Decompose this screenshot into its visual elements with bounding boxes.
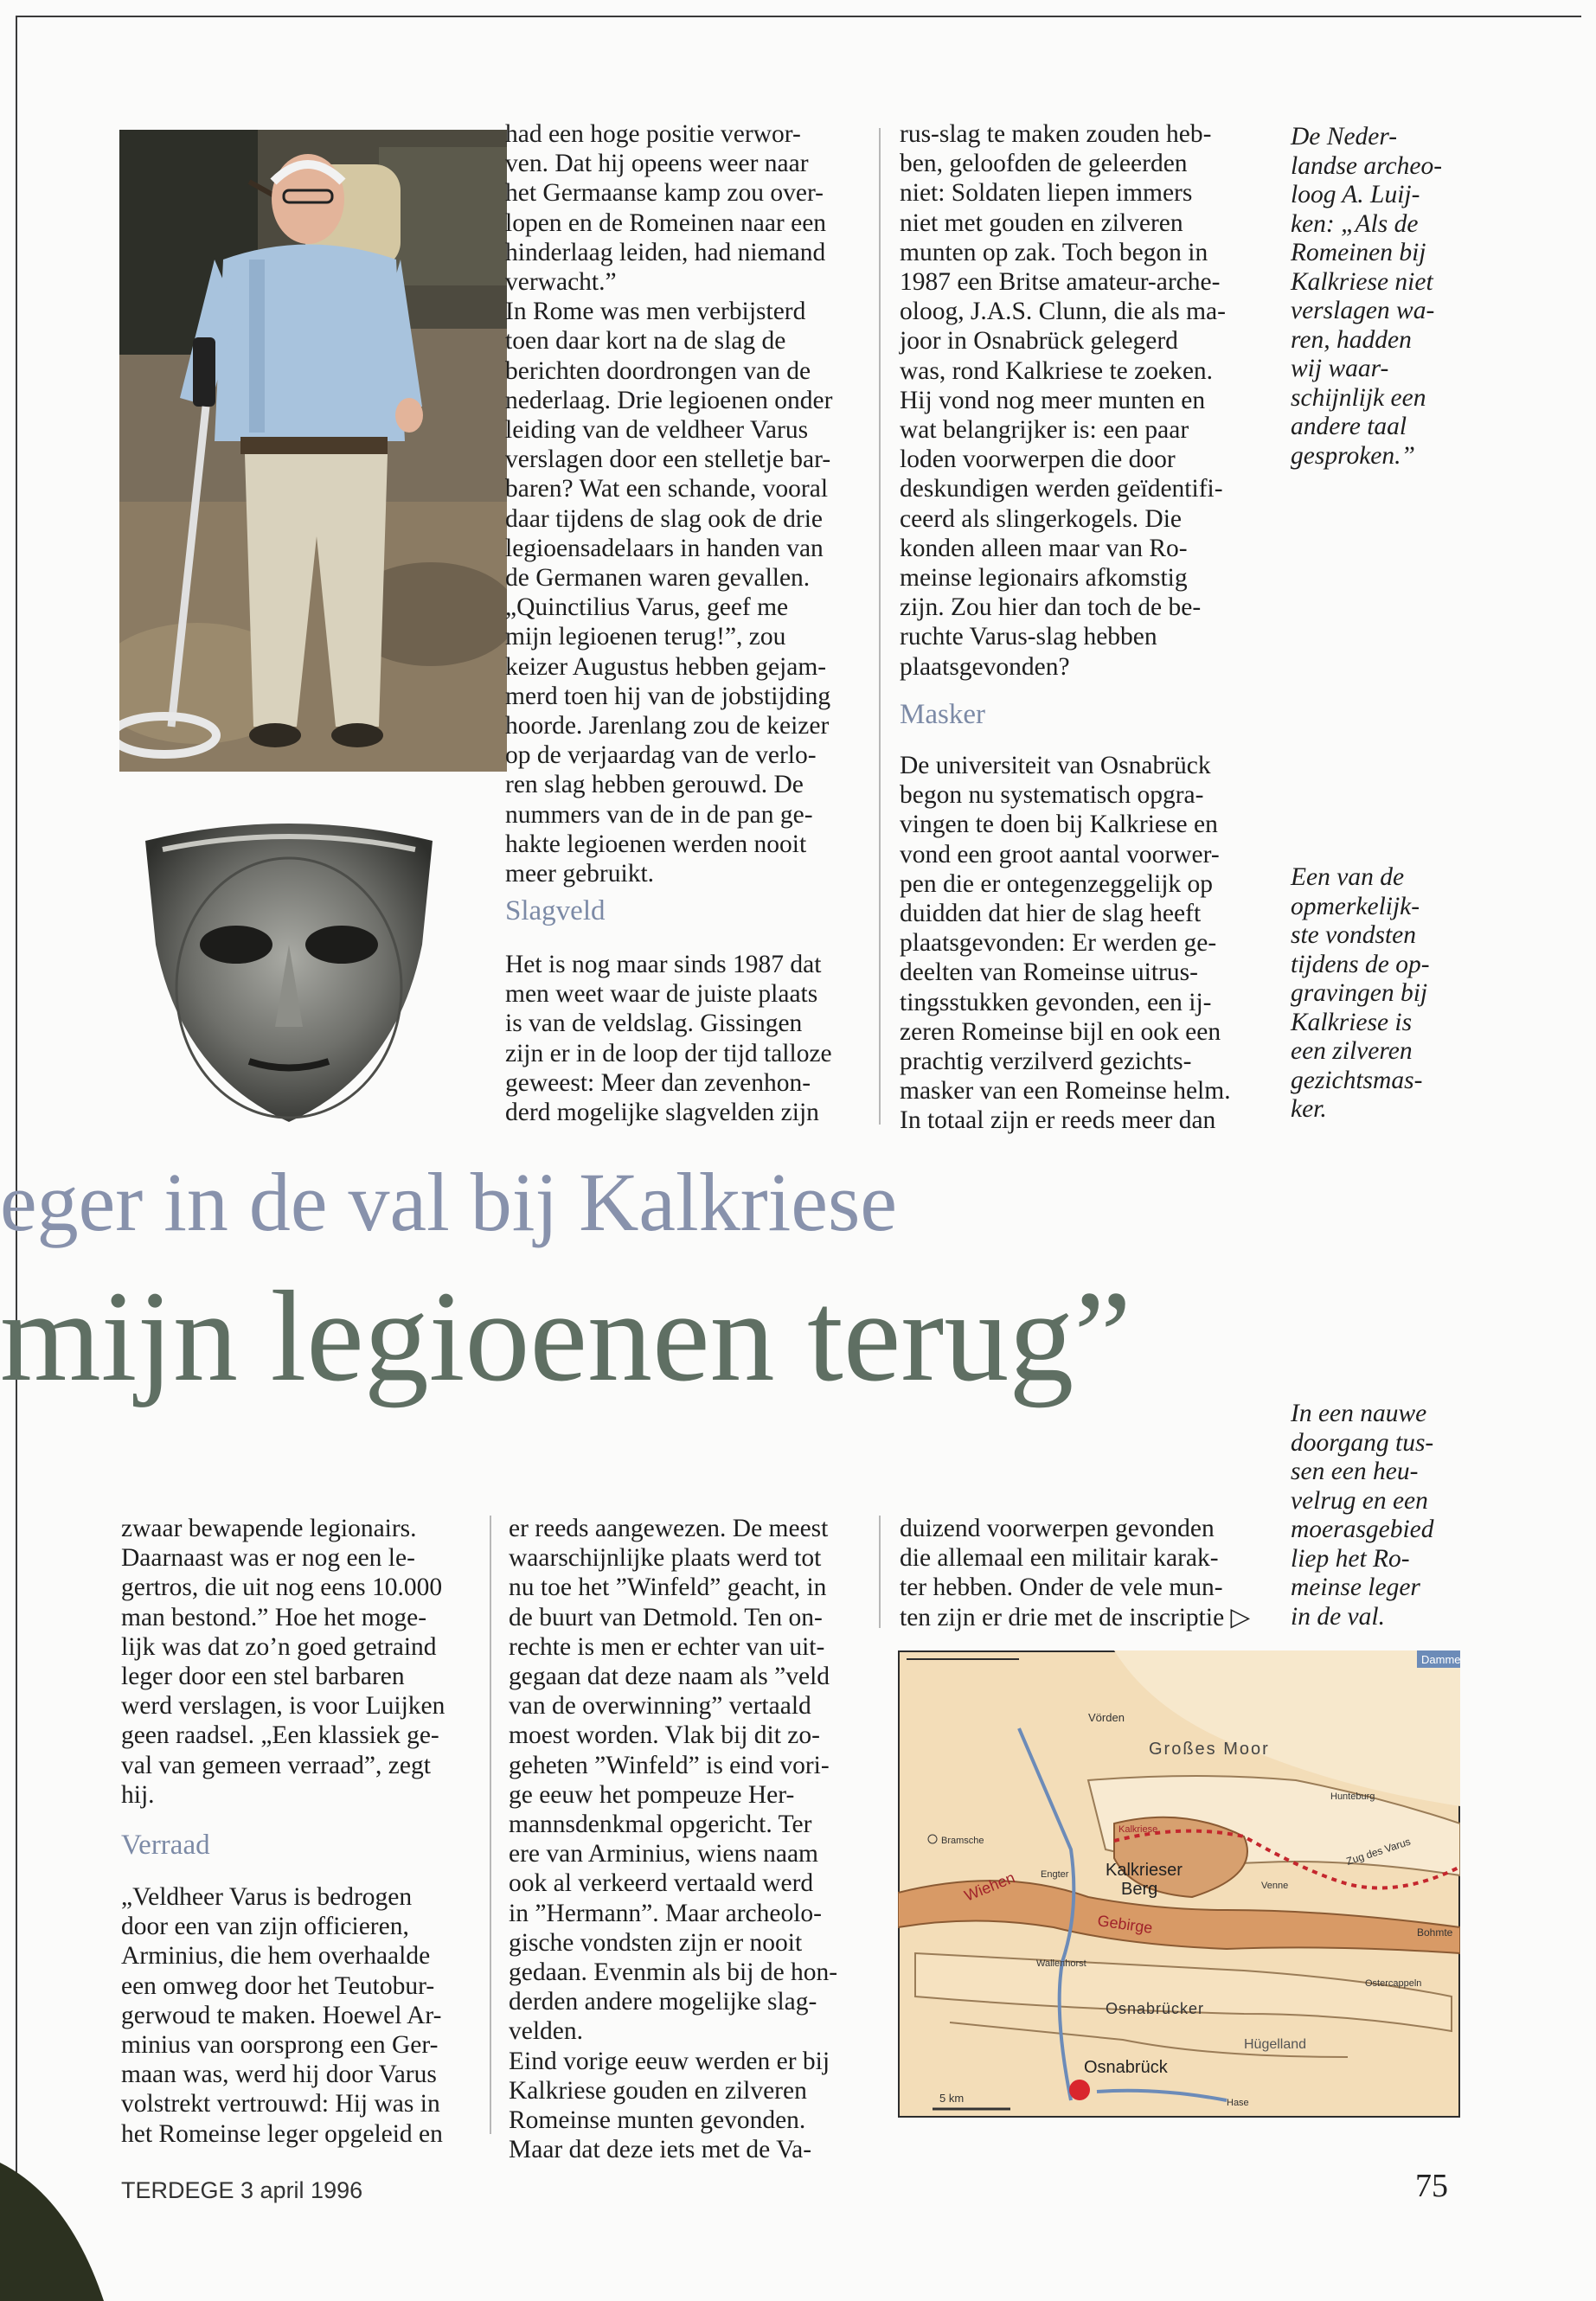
map-label-gebirge: Gebirge	[1096, 1912, 1154, 1937]
article-column-2-top: rus-slag te maken zouden heb- ben, geloofden de geleerden niet: Soldaten liepen immers niet met gouden en zilveren munten op zak. Toch begon in 1987 een Britse amateur-arche- oloog, J.A.S. Clunn, die als ma- joor in Osnabrück gelegerd was, rond Kalkriese te zoeken. Hij vond nog meer munten en wat belangrijker is: een paar loden voorwerpen die door deskundigen werden geïdentifi- ceerd als slingerkogels. Die konden alleen maar van Ro- meinse legionairs afkomstig zijn. Zou hier dan toch de be- ruchte Varus-slag hebben plaatsgevonden?	[900, 120, 1226, 681]
column-rule	[490, 1516, 491, 2134]
subheading-verraad: Verraad	[121, 1830, 210, 1861]
article-column-b2: er reeds aangewezen. De meest waarschijnlijke plaats werd tot nu toe het ”Winfeld” geacht, in de buurt van Detmold. Ten on- rechte is men er echter van uit- gegaan dat deze naam als ”veld van de overwinning” vertaald moest worden. Vlak bij dit zo- geheten ”Winfeld” is eind vori- ge eeuw het pompeuze Her- mannsdenkmal opgericht. Ter ere van Arminius, wiens naam ook al verkeerd vertaald werd in ”Hermann”. Maar archeolo- gische vondsten zijn er nooit gedaan. Evenmin als bij de hon- derden andere mogelijke slag- velden. Eind vorige eeuw werden er bij Kalkriese gouden en zilveren Romeinse munten gevonden. Maar dat deze iets met de Va-	[509, 1515, 838, 2164]
map-label-grosses-moor: Großes Moor	[1149, 1740, 1270, 1759]
pull-quote-luijken: De Neder- landse archeo- loog A. Luij- ken: „Als de Romeinen bij Kalkriese niet verslagen wa- ren, hadden wij waar- schijnlijk een andere taal gesproken.”	[1291, 123, 1443, 470]
corner-decoration	[0, 2093, 138, 2301]
pull-quote-map: In een nauwe doorgang tus- sen een heu- velrug en een moerasgebied liep het Ro- meinse leger in de val.	[1291, 1400, 1434, 1631]
subheading-masker: Masker	[900, 699, 985, 730]
roman-face-mask-image	[137, 815, 441, 1126]
article-column-1-top: had een hoge positie verwor- ven. Dat hij opeens weer naar het Germaanse kamp zou over- lopen en de Romeinen naar een hinderlaag leiden, had niemand verwacht.” In Rome was men verbijsterd toen daar kort na de slag de berichten doordrongen van de nederlaag. Drie legioenen onder leiding van de veldheer Varus verslagen door een stelletje bar- baren? Wat een schande, vooral daar tijdens de slag ook de drie legioensadelaars in handen van de Germanen waren gevallen. „Quinctilius Varus, geef me mijn legioenen terug!”, zou keizer Augustus hebben gejam- merd toen hij van de jobstijding hoorde. Jarenlang zou de keizer op de verjaardag van de verlo- ren slag hebben gerouwd. De nummers van de in de pan ge- hakte legioenen werden nooit meer gebruikt.	[505, 120, 833, 888]
subheading-slagveld: Slagveld	[505, 895, 606, 926]
kalkriese-map	[898, 1650, 1460, 2118]
footer-publication: TERDEGE 3 april 1996	[121, 2177, 363, 2203]
headline-line-2: mijn legioenen terug”	[0, 1265, 1131, 1408]
article-column-1-slagveld: Het is nog maar sinds 1987 dat men weet waar de juiste plaats is van de veldslag. Gissingen zijn er in de loop der tijd talloze geweest: Meer dan zevenhon- derd mogelijke slagvelden zijn	[505, 951, 832, 1127]
article-column-b1-verraad: „Veldheer Varus is bedrogen door een van zijn officieren, Arminius, die hem overhaalde een omweg door het Teutobur- gerwoud te maken. Hoewel Ar- minius van oorsprong een Ger- maan was, werd hij door Varus volstrekt vertrouwd: Hij was in het Romeinse leger opgeleid en	[121, 1883, 443, 2148]
archaeologist-photo	[119, 130, 507, 772]
column-rule	[879, 128, 881, 1125]
article-column-2-masker: De universiteit van Osnabrück begon nu systematisch opgra- vingen te doen bij Kalkriese en vond een groot aantal voorwer- pen die er ontegenzeggelijk op duidden dat hier de slag heeft plaatsgevonden: Er werden ge- deelten van Romeinse uitrus- tingsstukken gevonden, een ij- zeren Romeinse bijl en ook een prachtig verzilverd gezichts- masker van een Romeinse helm. In totaal zijn er reeds meer dan	[900, 752, 1231, 1135]
map-label-zug-des-varus: Zug des Varus	[1344, 1835, 1413, 1868]
map-label-scale: 5 km	[939, 2092, 965, 2105]
map-label-huegelland: Hügelland	[1244, 2037, 1307, 2052]
map-label-wiehen: Wiehen	[962, 1868, 1018, 1905]
map-label-osnabrueck: Osnabrück	[1084, 2058, 1168, 2077]
map-label-ostercappeln: Ostercappeln	[1365, 1978, 1422, 1989]
article-column-b1: zwaar bewapende legionairs. Daarnaast was er nog een le- gertros, die uit nog eens 10.000 man bestond.” Hoe het moge- lijk was dat zo’n goed getraind leger door een stel barbaren werd verslagen, is voor Luijken geen raadsel. „Een klassiek ge- val van gemeen verraad”, zegt hij.	[121, 1515, 445, 1809]
pull-quote-mask: Een van de opmerkelijk- ste vondsten tijdens de op- gravingen bij Kalkriese is een zilveren gezichtsmas- ker.	[1291, 863, 1430, 1123]
column-rule	[879, 1516, 881, 1628]
map-label-bramsche: Bramsche	[941, 1836, 984, 1846]
map-label-vorden: Vörden	[1088, 1711, 1125, 1724]
map-label-kalkriese: Kalkriese	[1118, 1824, 1158, 1835]
article-column-b3: duizend voorwerpen gevonden die allemaal een militair karak- ter hebben. Onder de vele mun- ten zijn er drie met de inscriptie ▷	[900, 1515, 1251, 1631]
map-label-kalkrieser-berg: Kalkrieser Berg	[1106, 1861, 1183, 1899]
page-number: 75	[1415, 2168, 1448, 2204]
map-label-hase: Hase	[1227, 2098, 1249, 2108]
headline-line-1: eger in de val bij Kalkriese	[0, 1156, 897, 1248]
map-label-hunteburg: Hunteburg	[1330, 1791, 1375, 1802]
map-label-bohmte: Bohmte	[1417, 1926, 1453, 1939]
map-label-wallenhorst: Wallenhorst	[1036, 1958, 1086, 1969]
map-label-engter: Engter	[1041, 1869, 1069, 1880]
map-label-osnabruecker: Osnabrücker	[1106, 2000, 1205, 2017]
map-label-venne: Venne	[1261, 1881, 1289, 1891]
map-label-damme: Damme	[1421, 1653, 1460, 1666]
